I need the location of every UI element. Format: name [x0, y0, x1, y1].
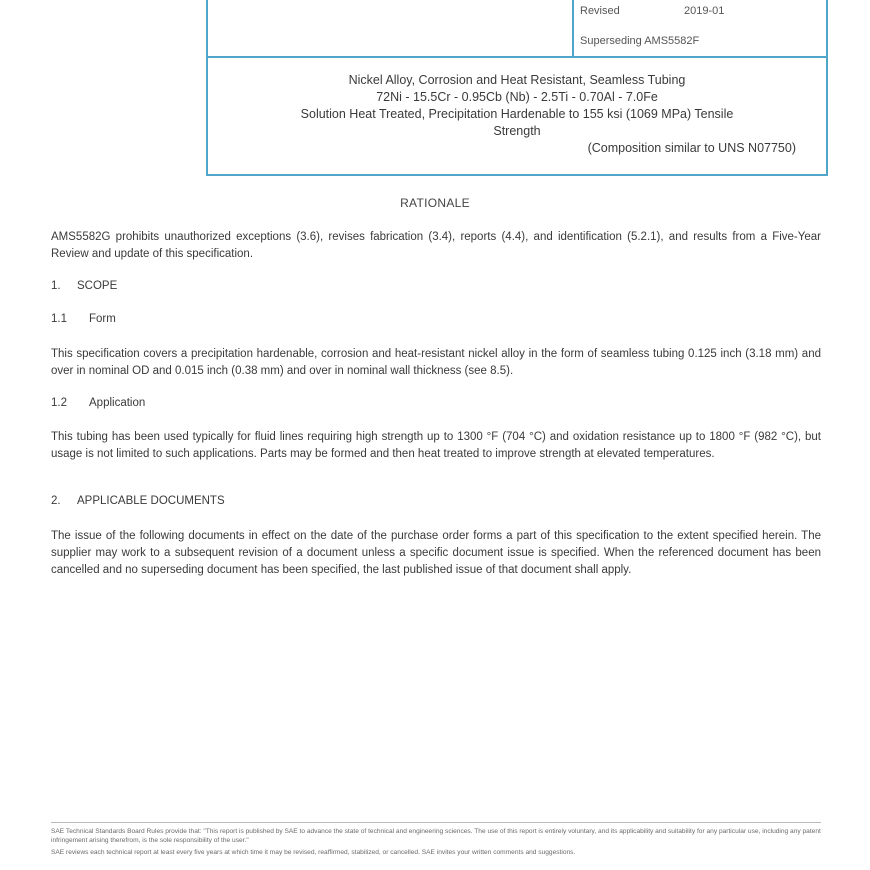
application-text: This tubing has been used typically for fluid lines requiring high strength up to 1300 °F (704 °C) and oxidation resistance up to 1800 °F (982 °C), but usage is not limited to such applications. Parts may be formed and then heat treated to improve strength at elevated temperatures.	[51, 431, 821, 460]
rationale-text: AMS5582G prohibits unauthorized exceptions (3.6), revises fabrication (3.4), reports (4.4), and identification (5.2.1), and results from a Five-Year Review and update of this specification.	[51, 231, 821, 260]
applicable-text: The issue of the following documents in effect on the date of the purchase order forms a part of this specification to the extent specified herein. The supplier may work to a subsequent revision of a document unless a specific document issue is specified. When the referenced document has been cancelled and no superseding document has been specified, the last published issue of that document shall apply.	[51, 530, 821, 576]
title-line-2: 72Ni - 15.5Cr - 0.95Cb (Nb) - 2.5Ti - 0.70Al - 7.0Fe	[376, 90, 658, 104]
title-line-1: Nickel Alloy, Corrosion and Heat Resistant, Seamless Tubing	[348, 73, 686, 87]
revised-label: Revised	[580, 5, 620, 17]
form-text: This specification covers a precipitation hardenable, corrosion and heat-resistant nickel alloy in the form of seamless tubing 0.125 inch (3.18 mm) and over in nominal OD and 0.015 inch (0.38 mm) and over in nominal wall thickness (see 8.5).	[51, 348, 821, 377]
section-number: 2.	[51, 495, 61, 507]
section-title: SCOPE	[77, 280, 118, 292]
superseding-label: Superseding AMS5582F	[580, 35, 700, 47]
header-divider	[572, 0, 574, 56]
section-number: 1.	[51, 280, 61, 292]
footer-line-2: SAE reviews each technical report at least every five years at which time it may be revised, reaffirmed, stabilized, or cancelled. SAE invites your written comments and suggestions.	[51, 849, 576, 856]
footer-line-1: SAE Technical Standards Board Rules provide that: "This report is published by SAE to advance the state of technical and engineering sciences. The use of this report is entirely voluntary, and its applicability and suitability for any particular use, including any patent infringement arising therefrom, is the sole responsibility of the user."	[51, 828, 821, 844]
section-applicable-heading	[51, 495, 225, 507]
section-form-heading	[51, 313, 116, 325]
section-number: 1.1	[51, 313, 67, 325]
document-header-box	[206, 0, 828, 176]
section-title: APPLICABLE DOCUMENTS	[77, 495, 225, 507]
page-footer	[51, 822, 821, 860]
section-scope-heading	[51, 280, 117, 292]
title-line-3: Solution Heat Treated, Precipitation Hardenable to 155 ksi (1069 MPa) Tensile	[300, 107, 734, 121]
revised-date: 2019-01	[684, 5, 725, 17]
header-info-row	[208, 0, 826, 58]
title-line-4: Strength	[493, 124, 541, 138]
composition-note: (Composition similar to UNS N07750)	[587, 141, 796, 155]
section-application-heading	[51, 397, 145, 409]
section-title: Application	[89, 397, 146, 409]
document-title	[218, 72, 816, 157]
section-title: Form	[89, 313, 116, 325]
revised-row	[580, 5, 724, 17]
rationale-title: RATIONALE	[400, 196, 470, 210]
superseding-row	[580, 35, 699, 47]
section-number: 1.2	[51, 397, 67, 409]
